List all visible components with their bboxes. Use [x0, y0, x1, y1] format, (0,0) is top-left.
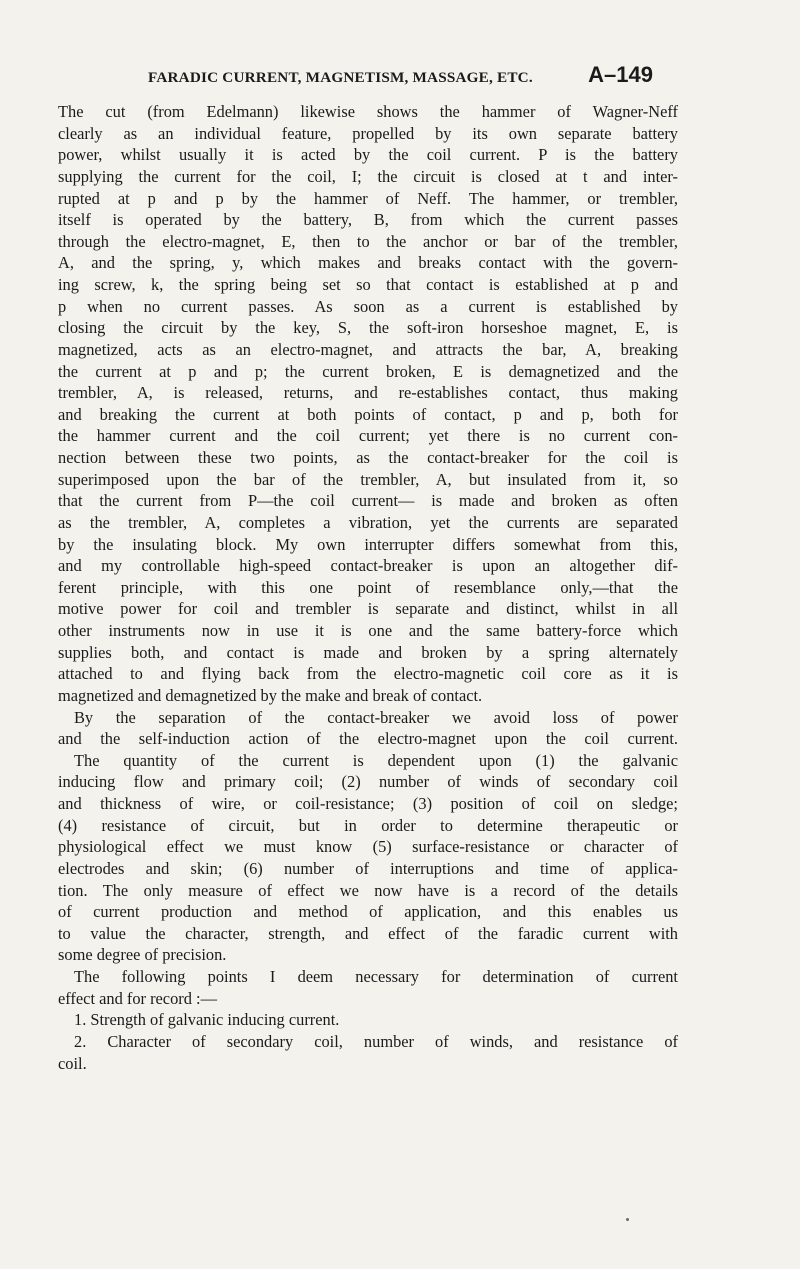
text-line: and breaking the current at both points of contact, p and p, both for	[58, 404, 678, 424]
text-line: motive power for coil and trembler is separate and distinct, whilst in all	[58, 599, 678, 619]
running-head-title: FARADIC CURRENT, MAGNETISM, MASSAGE, ETC.	[148, 69, 533, 86]
text-line: physiological effect we must know (5) surface-resistance or character of	[58, 837, 678, 857]
text-line: power, whilst usually it is acted by the coil current. P is the battery	[58, 145, 678, 165]
text-line: the hammer current and the coil current; yet there is no current con-	[58, 426, 678, 446]
text-line: some degree of precision.	[58, 945, 227, 965]
text-line: The cut (from Edelmann) likewise shows the hammer of Wagner-Neff	[58, 102, 678, 121]
text-line: effect and for record :—	[58, 988, 217, 1008]
text-line: magnetized, acts as an electro-magnet, and attracts the bar, A, breaking	[58, 339, 678, 359]
running-head	[148, 62, 653, 94]
text-line: the current at p and p; the current broken, E is demagnetized and the	[58, 361, 678, 381]
text-line: of current production and method of application, and this enables us	[58, 902, 678, 922]
text-line: coil.	[58, 1053, 87, 1073]
text-line: 1. Strength of galvanic inducing current.	[74, 1010, 340, 1030]
text-line: and the self-induction action of the electro-magnet upon the coil current.	[58, 729, 678, 749]
print-speck	[626, 1218, 629, 1221]
text-line: to value the character, strength, and effect of the faradic current with	[58, 923, 678, 943]
text-line: and my controllable high-speed contact-breaker is upon an altogether dif-	[58, 556, 678, 576]
text-line: closing the circuit by the key, S, the soft-iron horseshoe magnet, E, is	[58, 318, 678, 338]
body-text	[58, 101, 678, 1074]
text-line: electrodes and skin; (6) number of interruptions and time of applica-	[58, 858, 678, 878]
page-number: A–149	[588, 62, 653, 87]
text-line: 2. Character of secondary coil, number of winds, and resistance of	[74, 1031, 678, 1051]
text-line: tion. The only measure of effect we now have is a record of the details	[58, 880, 678, 900]
text-line: p when no current passes. As soon as a current is established by	[58, 296, 678, 316]
text-line: magnetized and demagnetized by the make and break of contact.	[58, 685, 483, 705]
text-line: (4) resistance of circuit, but in order to determine therapeutic or	[58, 815, 678, 835]
text-line: By the separation of the contact-breaker we avoid loss of power	[74, 707, 678, 727]
text-line: superimposed upon the bar of the trembler, A, but insulated from it, so	[58, 469, 678, 489]
text-line: itself is operated by the battery, B, from which the current passes	[58, 210, 678, 230]
text-line: nection between these two points, as the contact-breaker for the coil is	[58, 448, 678, 467]
text-line: clearly as an individual feature, propelled by its own separate battery	[58, 123, 678, 143]
text-line: A, and the spring, y, which makes and breaks contact with the govern-	[58, 253, 678, 273]
text-line: rupted at p and p by the hammer of Neff. The hammer, or trembler,	[58, 188, 678, 208]
text-line: that the current from P—the coil current— is made and broken as often	[58, 491, 678, 511]
text-line: attached to and flying back from the electro-magnetic coil core as it is	[58, 664, 678, 684]
text-line: trembler, A, is released, returns, and re-establishes contact, thus making	[58, 383, 678, 403]
text-line: The following points I deem necessary for determination of current	[74, 967, 678, 986]
text-line: The quantity of the current is dependent upon (1) the galvanic	[74, 750, 678, 770]
text-line: by the insulating block. My own interrupter differs somewhat from this,	[58, 534, 678, 554]
text-line: inducing flow and primary coil; (2) number of winds of secondary coil	[58, 772, 678, 792]
text-line: and thickness of wire, or coil-resistance; (3) position of coil on sledge;	[58, 794, 678, 813]
text-line: as the trembler, A, completes a vibration, yet the currents are separated	[58, 512, 678, 532]
text-line: through the electro-magnet, E, then to the anchor or bar of the trembler,	[58, 231, 678, 251]
text-line: supplies both, and contact is made and broken by a spring alternately	[58, 642, 678, 662]
text-line: supplying the current for the coil, I; the circuit is closed at t and inter-	[58, 166, 678, 186]
text-line: ferent principle, with this one point of resemblance only,—that the	[58, 577, 678, 597]
text-line: other instruments now in use it is one and the same battery-force which	[58, 621, 678, 640]
text-line: ing screw, k, the spring being set so that contact is established at p and	[58, 275, 678, 294]
